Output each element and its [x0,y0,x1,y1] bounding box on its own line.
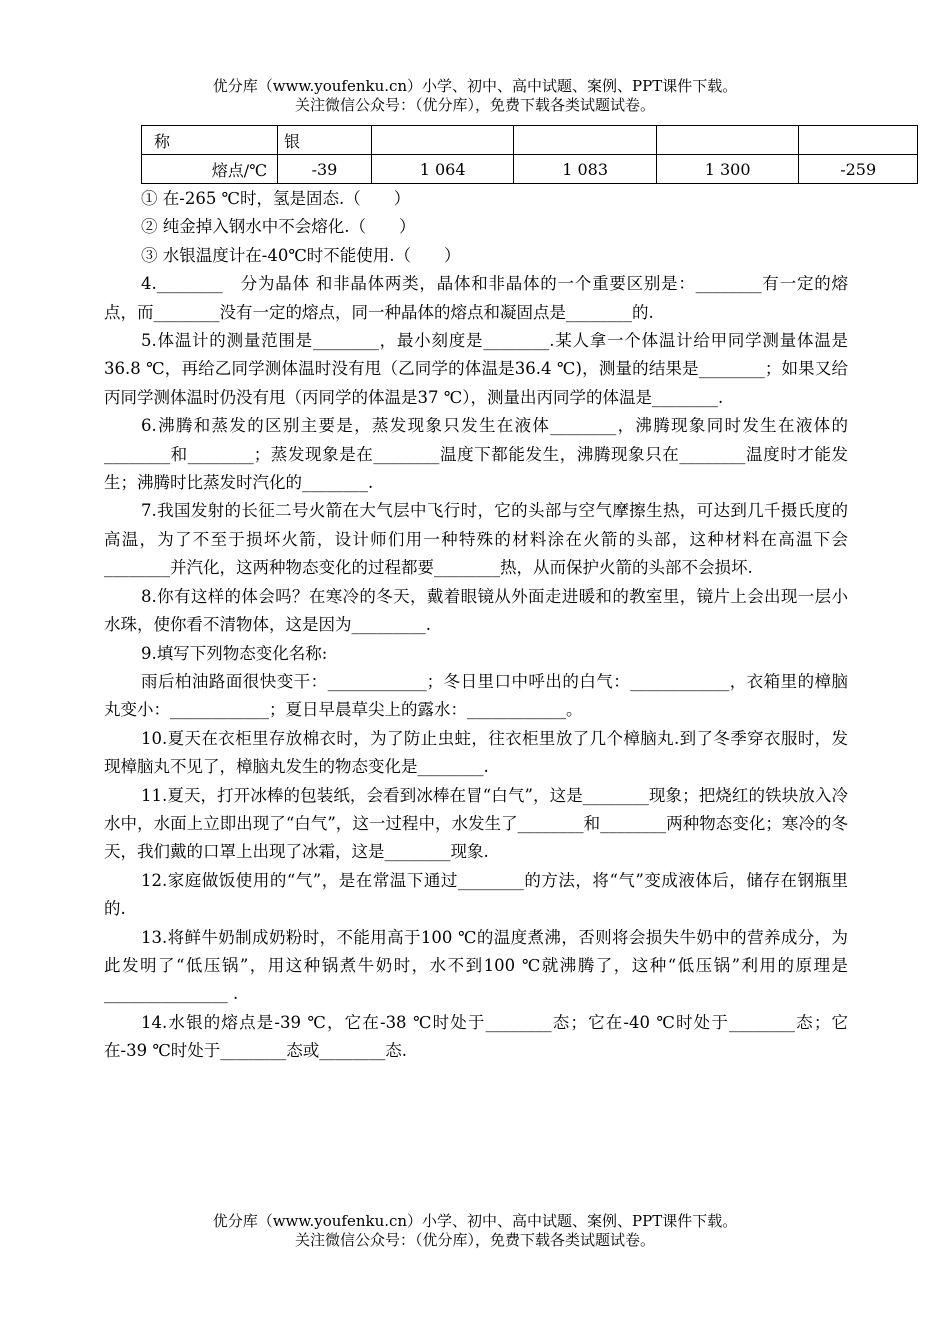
judgment-item-3: ③ 水银温度计在-40℃时不能使用.（ ） [141,245,461,265]
judgment-item-1: ① 在-265 ℃时，氢是固态.（ ） [141,189,411,208]
table-cell [799,126,918,155]
table-cell [371,126,513,155]
question-8: 8.你有这样的体会吗？在寒冷的冬天，戴着眼镜从外面走进暖和的教室里，镜片上会出现一层小水珠，使你看不清物体，这是因为_________. [104,586,848,635]
table-cell: 1 064 [371,155,513,184]
table-cell: 银 [278,126,372,155]
question-7: 7.我国发射的长征二号火箭在大气层中飞行时，它的头部与空气摩擦生热，可达到几千摄氏度的高温，为了不至于损坏火箭，设计师们用一种特殊的材料涂在火箭的头部，这种材料在高温下会________并汽化，这两种物态变化的过程都要________热，从而保护火箭的头部不会损坏. [104,501,848,578]
header-line-2: 关注微信公众号：（优分库），免费下载各类试题试卷。 [294,96,655,114]
question-9-detail: 雨后柏油路面很快变干：____________；冬日里口中呼出的白气：____________，衣箱里的樟脑丸变小：____________；夏日早晨草尖上的露水：____________。 [104,671,848,720]
table-cell: 熔点/℃ [142,155,278,184]
table-cell: -39 [278,155,372,184]
table-row [142,126,918,155]
question-14: 14.水银的熔点是-39 ℃，它在-38 ℃时处于________态；它在-40 ℃时处于________态；它在-39 ℃时处于________态或________态. [104,1012,848,1061]
table-cell: 1 300 [656,155,798,184]
table-cell: 称 [142,126,278,155]
question-4: 4.________ 分为晶体 和非晶体两类，晶体和非晶体的一个重要区别是：________有一定的熔点，而________没有一定的熔点，同一种晶体的熔点和凝固点是________的. [104,274,848,322]
table-cell [514,126,656,155]
question-content [104,185,848,1066]
table-row [142,155,918,184]
question-10: 10.夏天在衣柜里存放棉衣时，为了防止虫蛀，往衣柜里放了几个樟脑丸.到了冬季穿衣服时，发现樟脑丸不见了，樟脑丸发生的物态变化是________. [104,728,848,777]
header-line-1: 优分库（www.youfenku.cn）小学、初中、高中试题、案例、PPT课件下载。 [212,77,738,95]
table-cell: -259 [799,155,918,184]
footer-line-2: 关注微信公众号：（优分库），免费下载各类试题试卷。 [294,1231,655,1249]
judgment-item-2: ② 纯金掉入钢水中不会熔化.（ ） [141,217,416,237]
question-13: 13.将鲜牛奶制成奶粉时，不能用高于100 ℃的温度煮沸，否则将会损失牛奶中的营养成分，为此发明了“低压锅”，用这种锅煮牛奶时，水不到100 ℃就沸腾了，这种“低压锅”利用的原理是_______________ . [104,927,848,1004]
page-header [0,77,950,115]
page-footer [0,1212,950,1250]
question-12: 12.家庭做饭使用的“气”，是在常温下通过________的方法，将“气”变成液体后，储存在钢瓶里的. [104,870,848,919]
footer-line-1: 优分库（www.youfenku.cn）小学、初中、高中试题、案例、PPT课件下载。 [212,1212,738,1230]
question-6: 6.沸腾和蒸发的区别主要是，蒸发现象只发生在液体________，沸腾现象同时发生在液体的________和________；蒸发现象是在________温度下都能发生，沸腾现象只在________温度时才能发生；沸腾时比蒸发时汽化的________. [104,416,848,493]
question-11: 11.夏天，打开冰棒的包装纸，会看到冰棒在冒“白气”，这是________现象；把烧红的铁块放入冷水中，水面上立即出现了“白气”，这一过程中，水发生了________和________两种物态变化；寒冷的冬天，我们戴的口罩上出现了冰霜，这是________现象. [104,785,848,862]
question-9: 9.填写下列物态变化名称: [141,643,328,663]
table-cell: 1 083 [514,155,656,184]
question-5: 5.体温计的测量范围是________，最小刻度是________.某人拿一个体温计给甲同学测量体温是36.8 ℃，再给乙同学测体温时没有甩（乙同学的体温是36.4 ℃)，测量的结果是________；如果又给丙同学测体温时仍没有甩（丙同学的体温是37 ℃），测量出丙同学的体温是________. [104,331,848,407]
melting-point-table [141,125,918,184]
table-cell [656,126,798,155]
